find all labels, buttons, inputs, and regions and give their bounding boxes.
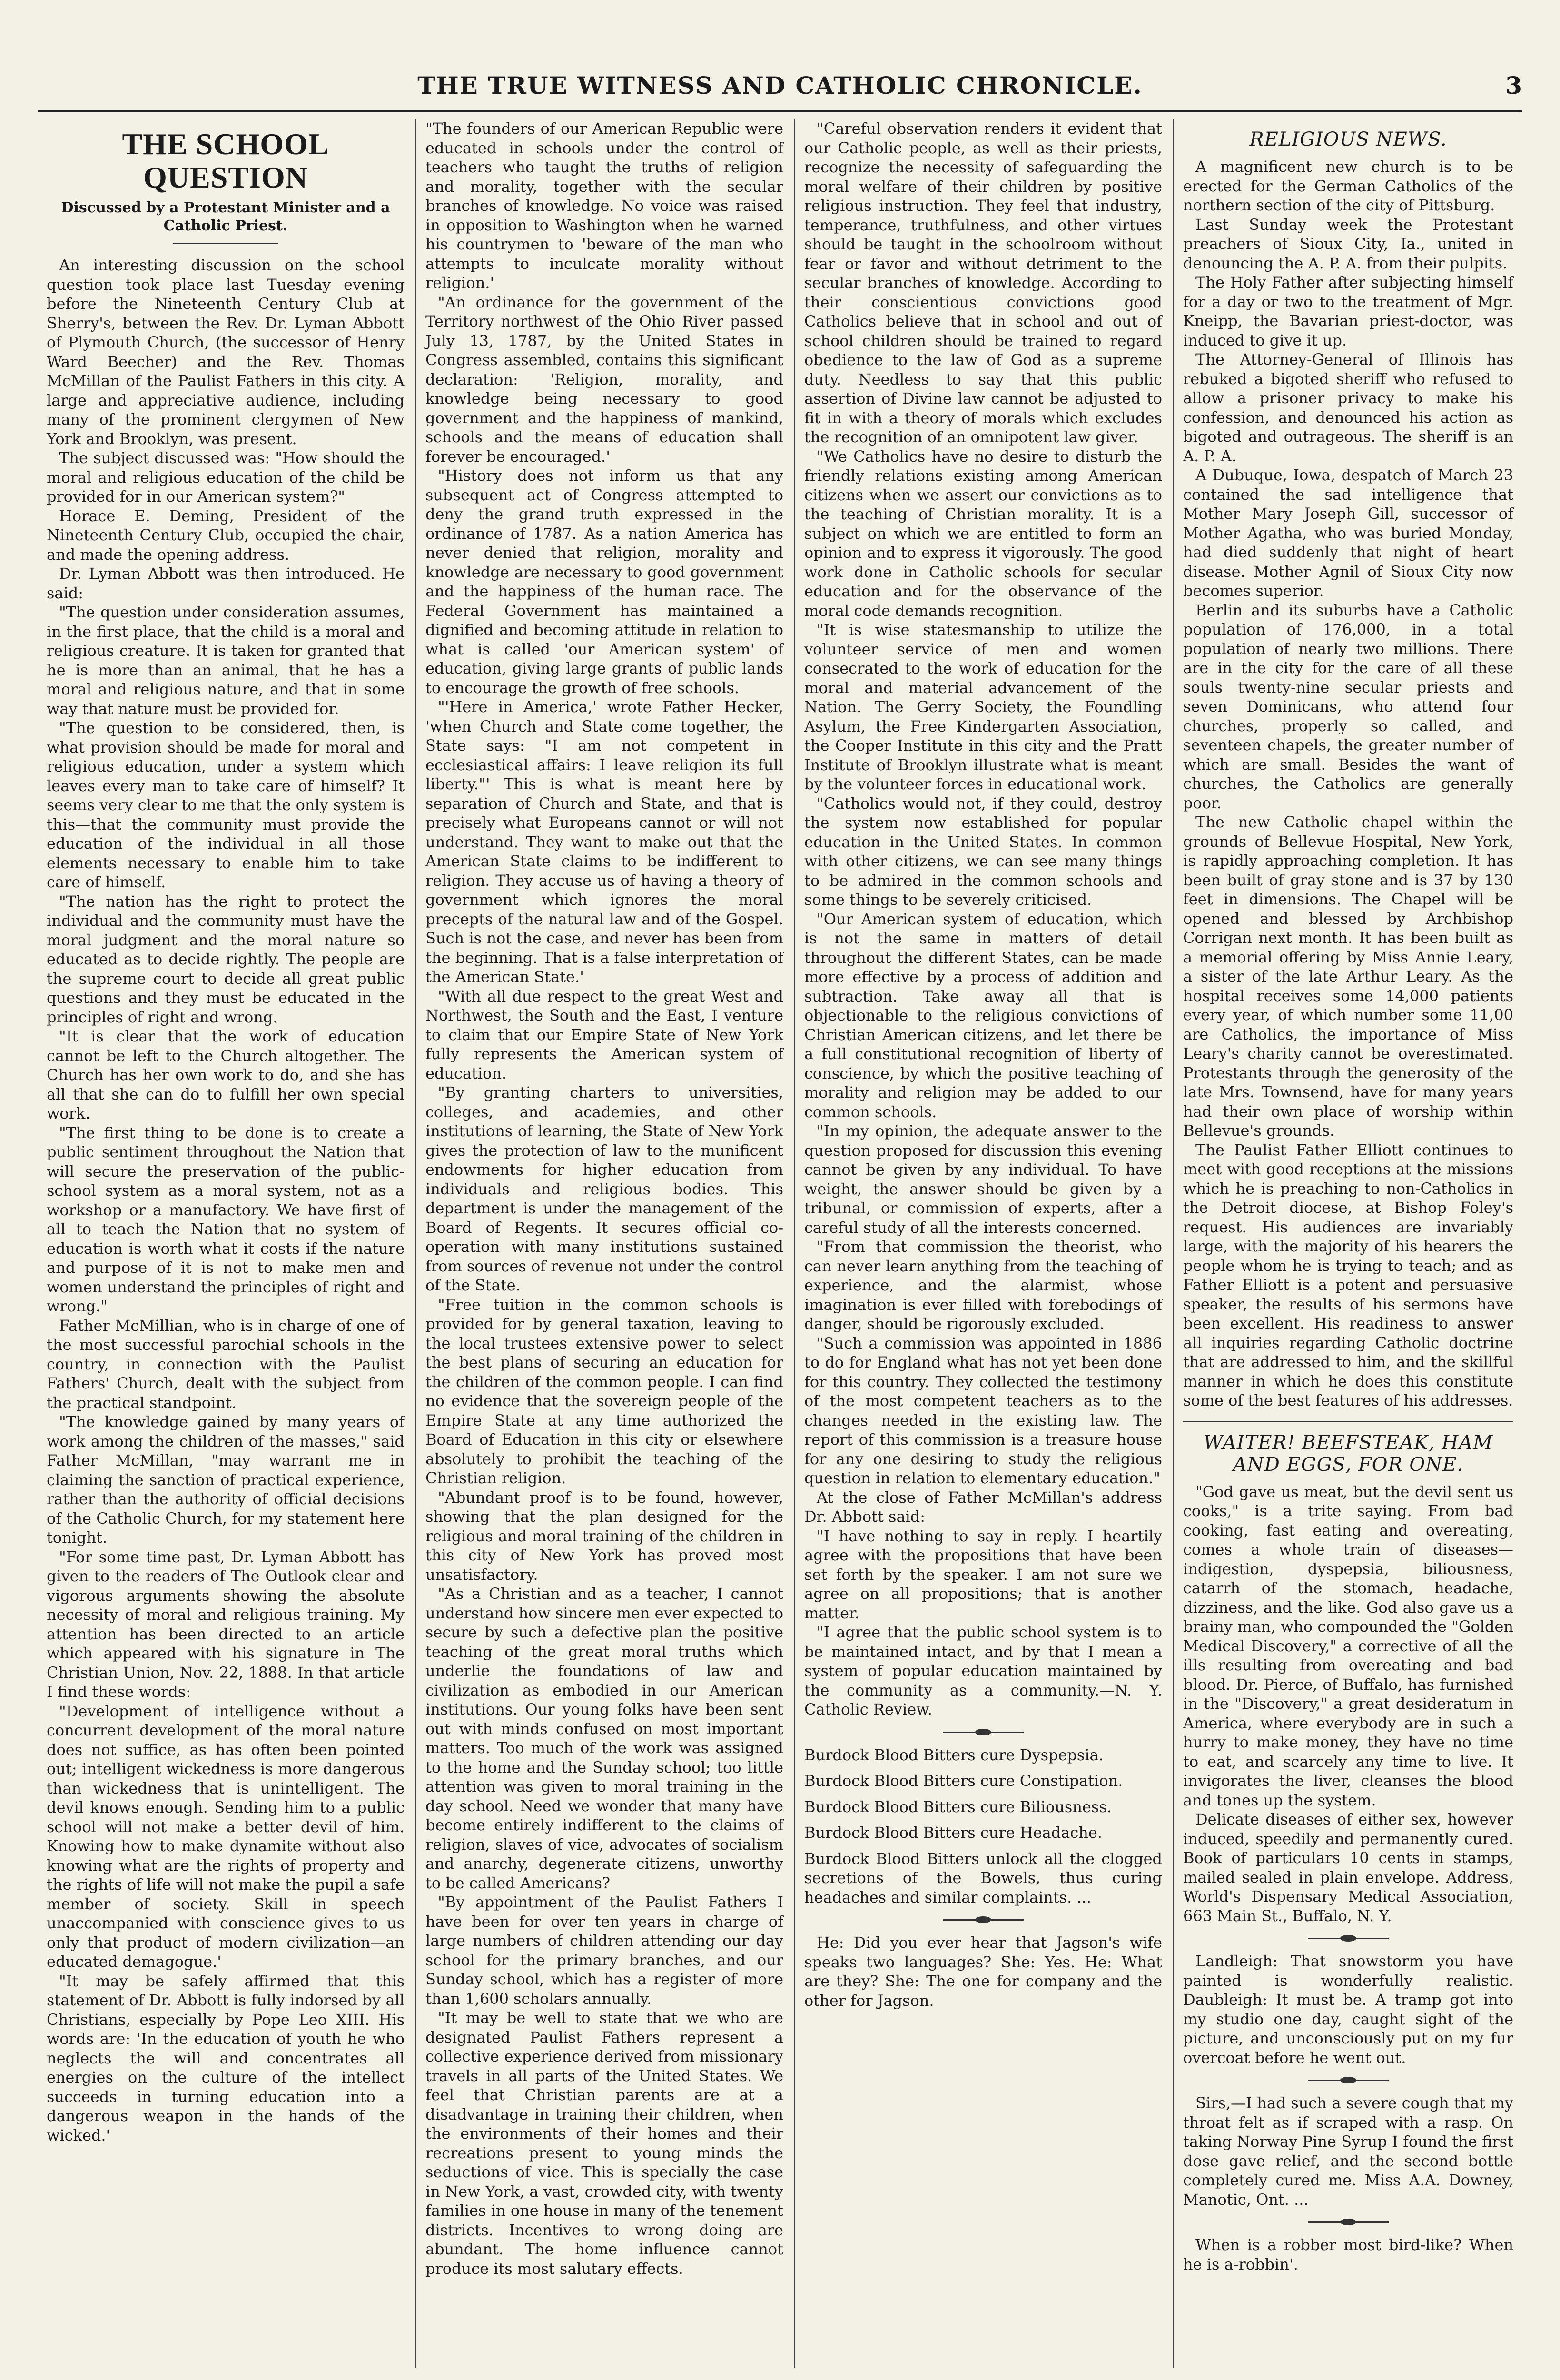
section-heading: WAITER! BEEFSTEAK, HAM AND EGGS, FOR ONE.	[1203, 1431, 1493, 1476]
masthead	[38, 71, 1522, 105]
column-1	[38, 119, 413, 2368]
news-paragraph: Berlin and its suburbs have a Catholic population of 176,000, in a total population of nearly two millions. There are in the city for the care of all these souls twenty-nine secular priests and seven Dominicans, who attend four churches, properly so called, and seventeen chapels, the greater number of which are small. Besides the want of churches, the Catholics are generally poor.	[1183, 601, 1513, 812]
news-paragraph: The Holy Father after subjecting himself for a day or two to the treatment of Mgr. Kneipp, the Bavarian priest-doctor, was induced to give it up.	[1183, 273, 1513, 349]
advertisement: Burdock Blood Bitters cure Headache.	[804, 1824, 1102, 1842]
article-paragraph: "We Catholics have no desire to disturb the friendly relations existing among American citizens when we assert our convictions as to the teaching of Christian morality. It is a subject on which we are entitled to form an opinion and to express it vigorously. The good work done in Catholic schools for secular education and for the observance of the moral code demands recognition.	[804, 447, 1162, 620]
advertisement: Burdock Blood Bitters cure Constipation.	[804, 1772, 1123, 1790]
column-4	[1175, 119, 1522, 2368]
news-paragraph: The new Catholic chapel within the grounds of Bellevue Hospital, New York, is rapidly approaching completion. It has been built of gray stone and is 37 by 130 feet in dimensions. The Chapel will be opened and blessed by Archbishop Corrigan next month. It has been built as a memorial offering by Miss Annie Leary, a sister of the late Arthur Leary. As the hospital receives some 14,000 patients every year, of which number some 11,00 are Catholics, the importance of Miss Leary's charity cannot be overestimated. Protestants through the generosity of the late Mrs. Townsend, have for many years had their own place of worship within Bellevue's grounds.	[1183, 813, 1513, 1140]
article-paragraph: An interesting discussion on the school question took place last Tuesday evening before the Nineteenth Century Club at Sherry's, between the Rev. Dr. Lyman Abbott of Plymouth Church, (the successor of Henry Ward Beecher) and the Rev. Thomas McMillan of the Paulist Fathers in this city. A large and appreciative audience, including many of the prominent clergymen of New York and Brooklyn, was present.	[47, 256, 405, 448]
article-paragraph: "It is clear that the work of education cannot be left to the Church altogether. The Church has her own work to do, and she has all that she can do to fulfill her own special work.	[47, 1027, 405, 1122]
article-paragraph: "I have nothing to say in reply. I heartily agree with the propositions that have been set forth by the speaker. I am not sure we agree on all propositions; that is another matter.	[804, 1527, 1162, 1622]
separator	[943, 1732, 1024, 1733]
column-rule	[415, 119, 416, 2368]
article-paragraph: "The question under consideration assumes, in the first place, that the child is a moral and religious creature. It is taken for granted that he is more than an animal, that he has a moral and religious nature, and that in some way that nature must be provided for.	[47, 603, 405, 718]
article-paragraph: "The first thing to be done is to create a public sentiment throughout the Nation that will secure the preservation of the public-school system as a moral system, not as a workshop or a manufactory. We have first of all to teach the Nation that no system of education is worth what it costs if the nature and purpose of it is not to make men and women understand the principles of right and wrong."	[47, 1123, 405, 1315]
article-paragraph: "Catholics would not, if they could, destroy the system now established for popular education in the United States. In common with other citizens, we can see many things to be admired in the common schools and some things to be severely criticised.	[804, 794, 1162, 909]
section-rule	[1183, 1421, 1513, 1422]
ad-paragraph: Delicate diseases of either sex, however induced, speedily and permanently cured. Book of particulars 10 cents in stamps, mailed sealed in plain envelope. Address, World's Dispensary Medical Association, 663 Main St., Buffalo, N. Y.	[1183, 1810, 1513, 1925]
column-rule	[1173, 119, 1174, 2368]
article-paragraph: "Development of intelligence without a concurrent development of the moral nature does not suffice, as has often been pointed out; intelligent wickedness is more dangerous than wickedness that is unintelligent. The devil knows enough. Sending him to a public school will not make a better devil of him. Knowing how to make dynamite without also knowing what are the rights of property and the rights of life will not make the pupil a safe member of society. Skill in speech unaccompanied with conscience gives to us only that product of modern civilization—an educated demagogue.'	[47, 1702, 405, 1971]
column-2	[417, 119, 792, 2368]
article-paragraph: "Our American system of education, which is not the same in matters of detail throughout the different States, can be made more effective by a process of addition and subtraction. Take away all that is objectionable to the religious convictions of Christian American citizens, and let there be a full constitutional recognition of liberty of conscience, by which the positive teaching of morality and religion may be added to our common schools.	[804, 910, 1162, 1121]
article-paragraph: "Careful observation renders it evident that our Catholic people, as well as their priests, recognize the necessity of safeguarding the moral welfare of their children by positive religious instruction. They feel that industry, temperance, truthfulness, and other virtues should be taught in the schoolroom without fear or favor and without detriment to the secular branches of knowledge. According to their conscientious convictions good Catholics believe that in school and out of school children should be trained to regard obedience to the law of God as a supreme duty. Needless to say that this public assertion of Divine law cannot be adjusted to fit in with a theory of morals which excludes the recognition of an omnipotent law giver.	[804, 119, 1162, 446]
article-paragraph: "Such a commission was appointed in 1886 to do for England what has not yet been done for this country. They collected the testimony of the most competent teachers as to the changes needed in the existing law. The report of this commission is a treasure house for any one desiring to study the religious question in relation to elementary education."	[804, 1334, 1162, 1487]
testimonial-paragraph: Sirs,—I had such a severe cough that my throat felt as if scraped with a rasp. On taking Norway Pine Syrup I found the first dose gave relief, and the second bottle completely cured me. Miss A.A. Downey, Manotic, Ont. ...	[1183, 2094, 1513, 2209]
article-subhead: Discussed by a Protestant Minister and a Catholic Priest.	[61, 199, 390, 234]
article-paragraph: "As a Christian and as a teacher, I cannot understand how sincere men ever expected to secure by such a defective plan the positive teaching of the great moral truths which underlie the foundations of law and civilization as embodied in our American institutions. Our young folks have been sent out with minds confused on most important matters. Too much of the work was assigned to the home and the Sunday school; too little attention was given to moral training in the day school. Need we wonder that many have become entirely indifferent to the claims of religion, slaves of vice, advocates of socialism and anarchy, degenerate citizens, unworthy to be called Americans?	[425, 1585, 783, 1892]
column-rule	[794, 119, 795, 2368]
separator	[1308, 2080, 1389, 2081]
article-headline: THE SCHOOL QUESTION	[122, 127, 329, 194]
article-paragraph: "By granting charters to universities, colleges, and academies, and other institutions of learning, the State of New York gives the protection of law to the munificent endowments for higher education from individuals and religious bodies. This department is under the management of the Board of Regents. It secures official co-operation with many institutions sustained from sources of revenue not under the control of the State.	[425, 1083, 783, 1294]
separator	[943, 1919, 1024, 1921]
article-paragraph: "The nation has the right to protect the individual and the community must have the moral judgment and the moral nature so educated as to decide rightly. The people are the supreme court to decide all great public questions and they must be educated in the principles of right and wrong.	[47, 892, 405, 1026]
article-paragraph: Dr. Lyman Abbott was then introduced. He said:	[47, 565, 405, 602]
article-paragraph: "From that commission the theorist, who can never learn anything from the teaching of experience, and the alarmist, whose imagination is ever filled with forebodings of danger, should be rigorously excluded.	[804, 1238, 1162, 1333]
news-paragraph: A magnificent new church is to be erected for the German Catholics of the northern section of the city of Pittsburg.	[1183, 158, 1513, 214]
article-paragraph: "In my opinion, the adequate answer to the question proposed for discussion this evening cannot be given by any individual. To have weight, the answer should be given by a tribunal, or commission of experts, after a careful study of all the interests concerned.	[804, 1122, 1162, 1237]
newspaper-title: THE TRUE WITNESS AND CATHOLIC CHRONICLE.	[417, 71, 1143, 99]
article-paragraph: "The founders of our American Republic were educated in schools under the control of teachers who taught the truths of religion and morality, together with the secular branches of knowledge. No voice was raised in opposition to Washington when he warned his countrymen to 'beware of the man who attempts to inculcate morality without religion.'	[425, 119, 783, 292]
masthead-rule	[38, 110, 1522, 112]
joke-paragraph: When is a robber most bird-like? When he is a-robbin'.	[1183, 2236, 1513, 2273]
article-paragraph: "It may be safely affirmed that this statement of Dr. Abbott is fully indorsed by all Christians, especially by Pope Leo XIII. His words are: 'In the education of youth he who neglects the will and concentrates all energies on the culture of the intellect succeeds in turning education into a dangerous weapon in the hands of the wicked.'	[47, 1972, 405, 2144]
article-paragraph: "'Here in America,' wrote Father Hecker, 'when Church and State come together, the State says: "I am not competent in ecclesiastical affairs: I leave religion its full liberty."' This is what is meant here by separation of Church and State, and that is precisely what Europeans cannot or will not understand. They want to make out that the American State claims to be indifferent to religion. They accuse us of having a theory of government which ignores the moral precepts of the natural law and of the Gospel. Such is not the case, and never has been from the beginning. That is a false interpretation of the American State.'	[425, 698, 783, 986]
news-paragraph: A Dubuque, Iowa, despatch of March 23 contained the sad intelligence that Mother Mary Joseph Gill, successor of Mother Agatha, who was buried Monday, had died suddenly that night of heart disease. Mother Agnil of Sioux City now becomes superior.	[1183, 466, 1513, 600]
article-paragraph: "Abundant proof is to be found, however, showing that the plan designed for the religious and moral training of the children in this city of New York has proved most unsatisfactory.	[425, 1488, 783, 1584]
ad-paragraph: "God gave us meat, but the devil sent us cooks," is a trite saying. From bad cooking, fast eating and overeating, comes a whole train of diseases—indigestion, dyspepsia, biliousness, catarrh of the stomach, headache, dizziness, and the like. God also gave us a brainy man, who compounded the "Golden Medical Discovery," a corrective of all the ills resulting from overeating and bad blood. Dr. Pierce, of Buffalo, has furnished in the "Discovery," a great desideratum in America, where everybody are in such a hurry to make money, they have no time to eat, and scarcely any time to live. It invigorates the liver, cleanses the blood and tones up the system.	[1183, 1482, 1513, 1809]
article-paragraph: "It may be well to state that we who are designated Paulist Fathers represent a collective experience derived from missionary travels in all parts of the United States. We feel that Christian parents are at a disadvantage in training their children, when the environments of their homes and their recreations present to young minds the seductions of vice. This is specially the case in New York, a vast, crowded city, with twenty families in one house in many of the tenement districts. Incentives to wrong doing are abundant. The home influence cannot produce its most salutary effects.	[425, 2009, 783, 2278]
advertisement: Burdock Blood Bitters cure Biliousness.	[804, 1797, 1112, 1816]
news-paragraph: Last Sunday week the Protestant preachers of Sioux City, Ia., united in denouncing the A. P. A. from their pulpits.	[1183, 215, 1513, 272]
section-heading: RELIGIOUS NEWS.	[1249, 129, 1447, 150]
article-paragraph: At the close of Father McMillan's address Dr. Abbott said:	[804, 1488, 1162, 1526]
page-number: 3	[1505, 71, 1522, 99]
article-paragraph: "I agree that the public school system is to be maintained intact, and by that I mean a system of popular education maintained by the community as a community.—N. Y. Catholic Review.	[804, 1623, 1162, 1718]
separator	[1308, 1938, 1389, 1939]
news-paragraph: The Attorney-General of Illinois has rebuked a bigoted sheriff who refused to allow a prisoner privacy to make his confession, and denounced his action as bigoted and outrageous. The sheriff is an A. P. A.	[1183, 350, 1513, 465]
article-paragraph: "Free tuition in the common schools is provided for by general taxation, leaving to the local trustees extensive power to select the best plans of securing an education for the children of the common people. I can find no evidence that the sovereign people of the Empire State at any time authorized the Board of Education in this city or elsewhere absolutely to prohibit the teaching of the Christian religion.	[425, 1295, 783, 1487]
joke-paragraph: He: Did you ever hear that Jagson's wife speaks two languages? She: Yes. He: What are they? She: The one for company and the other for Jagson.	[804, 1934, 1162, 2010]
article-paragraph: The subject discussed was: "How should the moral and religious education of the child be provided for in our American system?"	[47, 449, 405, 506]
article-paragraph: "History does not inform us that any subsequent act of Congress attempted to deny the grand truth expressed in the ordinance of 1787. As a nation America has never denied that religion, morality and knowledge are necessary to good government and the happiness of the human race. The Federal Government has maintained a dignified and becoming attitude in relation to what is called 'our American system' of education, giving large grants of public lands to encourage the growth of free schools.	[425, 466, 783, 697]
article-paragraph: Father McMillian, who is in charge of one of the most successful parochial schools in the country, in connection with the Paulist Fathers' Church, dealt with the subject from the practical standpoint.	[47, 1316, 405, 1412]
advertisement: Burdock Blood Bitters unlock all the clogged secretions of the Bowels, thus curing headaches and similar complaints. ...	[804, 1849, 1162, 1906]
short-rule	[173, 243, 278, 244]
column-3	[796, 119, 1171, 2368]
article-paragraph: "The question to be considered, then, is what provision should be made for moral and religious education, under a system which leaves every man to take care of himself? It seems very clear to me that the only system is this—that the community must provide the education of the individual in all those elements necessary to enable him to take care of himself.	[47, 719, 405, 891]
article-paragraph: Horace E. Deming, President of the Nineteenth Century Club, occupied the chair, and made the opening address.	[47, 506, 405, 564]
article-paragraph: "For some time past, Dr. Lyman Abbott has given to the readers of The Outlook clear and vigorous arguments showing the absolute necessity of moral and religious training. My attention has been directed to an article which appeared with his signature in The Christian Union, Nov. 22, 1888. In that article I find these words:	[47, 1547, 405, 1701]
news-paragraph: The Paulist Father Elliott continues to meet with good receptions at the missions which he is preaching to non-Catholics in the Detroit diocese, at Bishop Foley's request. His audiences are invariably large, with the majority of his hearers the people whom he is trying to teach; and as Father Elliott is a potent and persuasive speaker, the results of his sermons have been excellent. His readiness to answer all inquiries regarding Catholic doctrine that are addressed to him, and the skillful manner in which he does this constitute some of the best features of his addresses.	[1183, 1140, 1513, 1409]
article-paragraph: "With all due respect to the great West and Northwest, the South and the East, I venture to claim that our Empire State of New York fully represents the American system of education.	[425, 987, 783, 1082]
article-paragraph: "The knowledge gained by many years of work among the children of the masses," said Father McMillan, "may warrant me in claiming the sanction of practical experience, rather than the authority of official decisions of the Catholic Church, for my statement here tonight.	[47, 1413, 405, 1547]
columns	[38, 119, 1522, 2368]
advertisement: Burdock Blood Bitters cure Dyspepsia.	[804, 1745, 1104, 1764]
article-paragraph: "An ordinance for the government of the Territory northwest of the Ohio River passed July 13, 1787, by the United States in Congress assembled, contains this significant declaration: 'Religion, morality, and knowledge being necessary to good government and the happiness of mankind, schools and the means of education shall forever be encouraged.'	[425, 293, 783, 466]
article-paragraph: "By appointment of the Paulist Fathers I have been for over ten years in charge of large numbers of children attending our day school for the primary branches, and our Sunday school, which has a register of more than 1,600 scholars annually.	[425, 1893, 783, 2008]
article-paragraph: "It is wise statesmanship to utilize the volunteer service of men and women consecrated to the work of education for the moral and material advancement of the Nation. The Gerry Society, the Foundling Asylum, the Free Kindergarten Association, the Cooper Institute in this city and the Pratt Institute of Brooklyn illustrate what is meant by the volunteer forces in educational work.	[804, 621, 1162, 793]
joke-paragraph: Landleigh: That snowstorm you have painted is wonderfully realistic. Daubleigh: It must be. A tramp got into my studio one day, caught sight of the picture, and unconsciously put on my fur overcoat before he went out.	[1183, 1952, 1513, 2067]
separator	[1308, 2221, 1389, 2223]
